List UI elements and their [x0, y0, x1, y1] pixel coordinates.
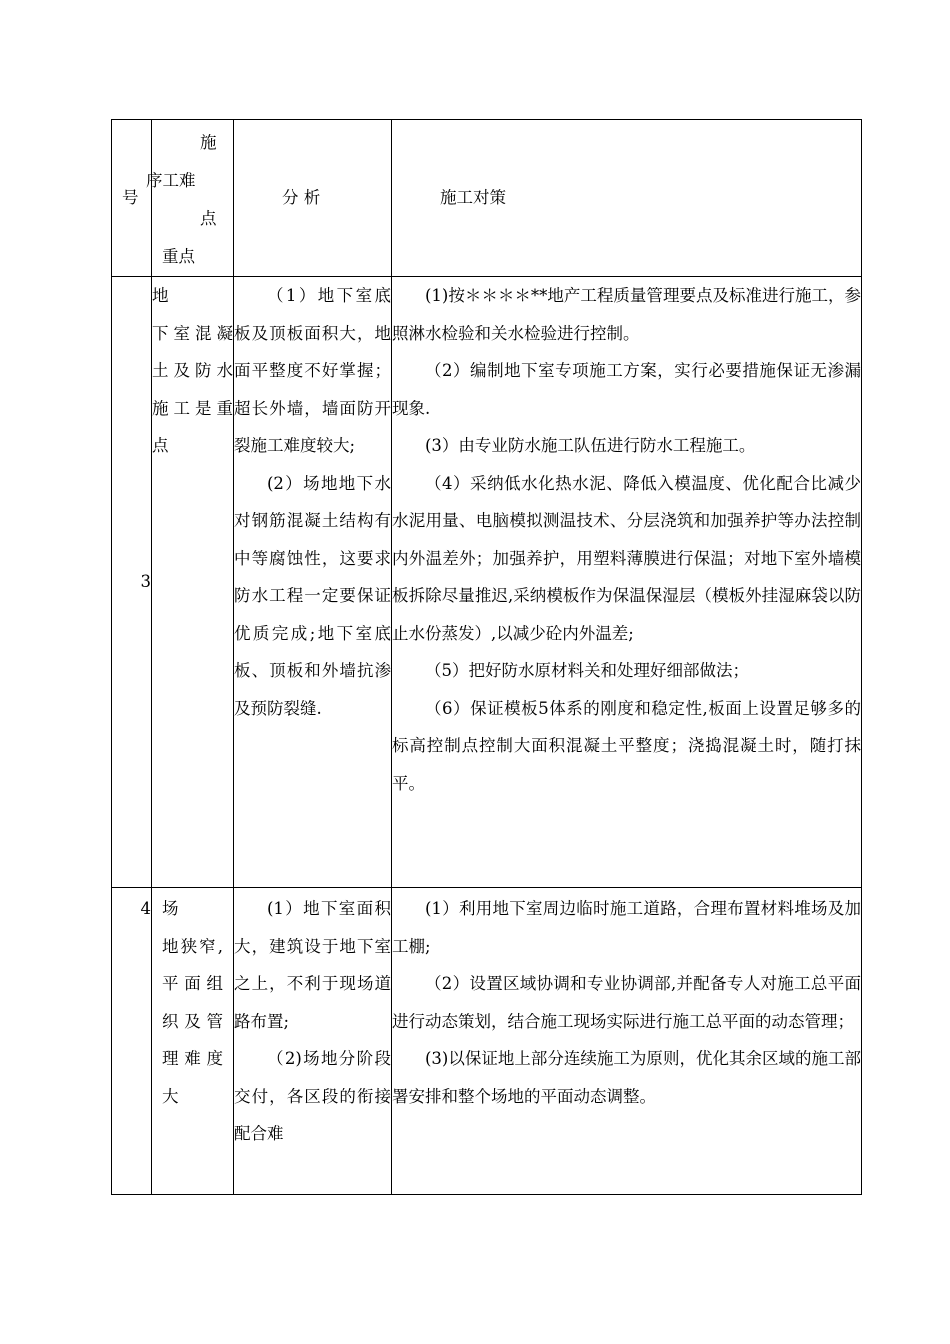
measure-paragraph: （2）编制地下室专项施工方案，实行必要措施保证无渗漏现象.: [392, 361, 861, 418]
measure-paragraph: (1)按＊＊＊＊**地产工程质量管理要点及标准进行施工，参照淋水检验和关水检验进行控制。: [392, 286, 861, 343]
header-name-line: 施: [200, 133, 217, 152]
construction-difficulty-table: [111, 119, 862, 1195]
analysis-paragraph: (2）场地地下水对钢筋混凝土结构有中等腐蚀性，这要求防水工程一定要保证优质完成;地下室底板、顶板和外墙抗渗及预防裂缝.: [234, 473, 391, 718]
header-name-line: 序工难: [146, 171, 196, 190]
difficulty-name: [152, 277, 234, 888]
header-row: [112, 120, 862, 277]
difficulty-name-rest: 地狭窄,平面组织及管理难度大: [162, 936, 223, 1106]
measure-paragraph: （2）设置区域协调和专业协调部,并配备专人对施工总平面进行动态策划，结合施工现场实际进行施工总平面的动态管理；: [392, 974, 861, 1031]
row-number: 3: [112, 277, 152, 888]
header-number: 号: [112, 120, 152, 277]
analysis-cell: [234, 888, 392, 1195]
measures-cell: [392, 277, 862, 888]
analysis-paragraph: （2)场地分阶段交付，各区段的衔接配合难: [234, 1049, 391, 1143]
analysis-cell: [234, 277, 392, 888]
header-difficulty-name: [146, 120, 234, 277]
table-row: [112, 888, 862, 1195]
header-measures: 施工对策: [392, 120, 862, 277]
difficulty-name-first: 地: [152, 286, 169, 305]
row-number: 4: [112, 888, 152, 1195]
measure-paragraph: （4）采纳低水化热水泥、降低入模温度、优化配合比减少水泥用量、电脑模拟测温技术、分层浇筑和加强养护等办法控制内外温差外；加强养护，用塑料薄膜进行保温；对地下室外墙模板拆除尽量推迟,采纳模板作为保温保湿层（模板外挂湿麻袋以防止水份蒸发）,以减少砼内外温差;: [392, 473, 861, 643]
difficulty-name-rest: 下室混凝土及防水施工是重点: [152, 323, 233, 455]
measure-paragraph: (3)以保证地上部分连续施工为原则，优化其余区域的施工部署安排和整个场地的平面动态调整。: [392, 1049, 861, 1106]
analysis-paragraph: (1）地下室面积大，建筑设于地下室之上，不利于现场道路布置;: [234, 899, 391, 1031]
header-name-line: 重点: [162, 247, 195, 266]
header-name-line: 点: [200, 209, 217, 228]
header-analysis: 分 析: [234, 120, 392, 277]
analysis-paragraph: （1）地下室底板及顶板面积大，地面平整度不好掌握；超长外墙，墙面防开裂施工难度较大;: [234, 286, 391, 455]
table-row: [112, 277, 862, 888]
measure-paragraph: （5）把好防水原材料关和处理好细部做法；: [425, 661, 749, 680]
measure-paragraph: (1）利用地下室周边临时施工道路，合理布置材料堆场及加工棚;: [392, 899, 861, 956]
measure-paragraph: （6）保证模板5体系的刚度和稳定性,板面上设置足够多的标高控制点控制大面积混凝土平整度；浇捣混凝土时，随打抹平。: [392, 698, 861, 793]
measures-cell: [392, 888, 862, 1195]
measure-paragraph: (3）由专业防水施工队伍进行防水工程施工。: [425, 436, 756, 455]
difficulty-name-first: 场: [162, 899, 179, 918]
difficulty-name: [152, 888, 234, 1195]
